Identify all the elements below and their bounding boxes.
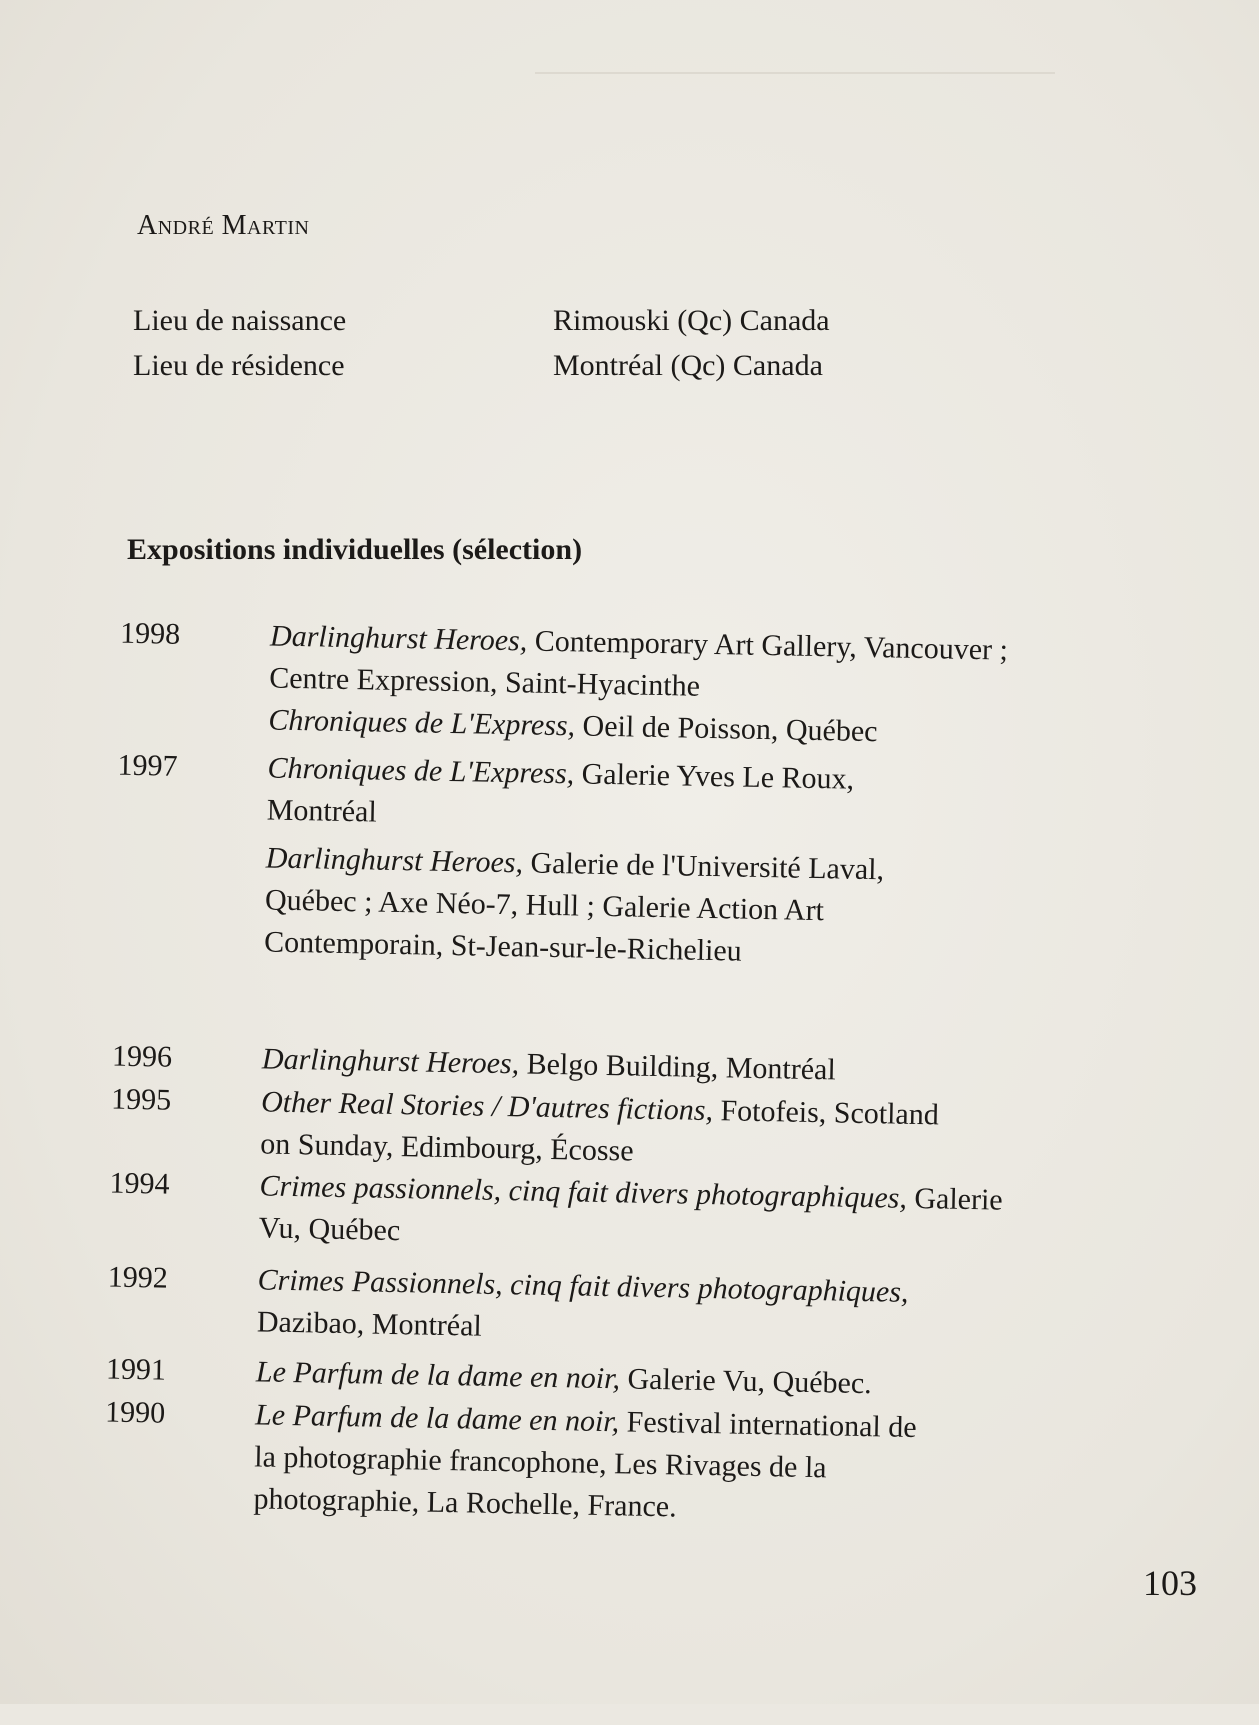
exhibition-title: Other Real Stories / D'autres fictions, [260, 1085, 714, 1128]
exhibition-year: 1995 [110, 1082, 172, 1117]
exhibition-entry-1997 [114, 745, 1058, 979]
exhibition-item [264, 837, 906, 975]
exhibition-item [258, 1165, 1019, 1264]
section-title: Expositions individuelles (sélection) [127, 533, 583, 566]
exhibition-title: Darlinghurst Heroes, [261, 1042, 520, 1081]
exhibition-entry-1990 [103, 1391, 1045, 1535]
exhibition-year: 1990 [104, 1395, 166, 1430]
exhibition-venue: Oeil de Poisson, Québec [574, 709, 878, 749]
exhibition-year: 1994 [109, 1166, 170, 1201]
artist-name: André Martin [137, 210, 310, 241]
exhibition-year: 1996 [111, 1039, 173, 1074]
exhibition-year: 1997 [117, 748, 178, 783]
exhibition-title: Le Parfum de la dame en noir, [254, 1398, 620, 1439]
exhibition-venue: Dazibao, Montréal [256, 1305, 483, 1343]
exhibition-title: Chroniques de L'Express, [267, 751, 575, 791]
info-value: Rimouski (Qc) Canada [553, 304, 830, 337]
info-value: Montréal (Qc) Canada [553, 349, 823, 382]
exhibition-entry-1998 [118, 613, 1060, 757]
exhibition-year: 1991 [105, 1352, 167, 1387]
exhibition-item [253, 1394, 945, 1533]
exhibition-item [266, 747, 967, 844]
exhibition-year: 1992 [107, 1260, 169, 1295]
exhibition-entry-1994 [108, 1163, 1049, 1265]
exhibition-title: Crimes passionnels, cinq fait divers photographiques, [259, 1169, 908, 1215]
exhibition-venue: Festival international de la photographie francophone, Les Rivages de la photographie, La Rochelle, France. [253, 1405, 917, 1524]
exhibition-title: Le Parfum de la dame en noir, [255, 1355, 621, 1396]
exhibition-item [257, 1259, 1018, 1358]
info-label: Lieu de naissance [133, 304, 347, 337]
exhibition-venue: Belgo Building, Montréal [518, 1047, 837, 1087]
exhibition-title: Darlinghurst Heroes, [265, 841, 524, 880]
exhibition-venue: Contemporary Art Gallery, Vancouver ; Centre Expression, Saint-Hyacinthe [268, 624, 1009, 703]
exhibition-venue: Galerie Vu, Québec. [619, 1362, 873, 1401]
exhibition-title: Darlinghurst Heroes, [269, 619, 528, 658]
exhibition-item [269, 616, 1060, 715]
exhibition-venue: Galerie Yves Le Roux, Montréal [266, 757, 855, 829]
exhibition-item [260, 1081, 961, 1178]
exhibition-venue: Galerie de l'Université Laval, Québec ; Axe Néo-7, Hull ; Galerie Action Art Contemporain, St-Jean-sur-le-Richelieu [263, 846, 885, 968]
exhibition-venue: Galerie Vu, Québec [258, 1181, 1004, 1248]
info-label: Lieu de résidence [133, 349, 345, 382]
exhibition-title: Crimes Passionnels, cinq fait divers photographiques, [257, 1263, 909, 1309]
exhibition-year: 1998 [119, 616, 181, 651]
exhibition-venue: Fotofeis, Scotland on Sunday, Edimbourg, Écosse [260, 1094, 940, 1168]
page-number: 103 [1143, 1563, 1197, 1603]
exhibition-entry-1992 [107, 1257, 1048, 1359]
exhibition-title: Chroniques de L'Express, [268, 703, 576, 743]
